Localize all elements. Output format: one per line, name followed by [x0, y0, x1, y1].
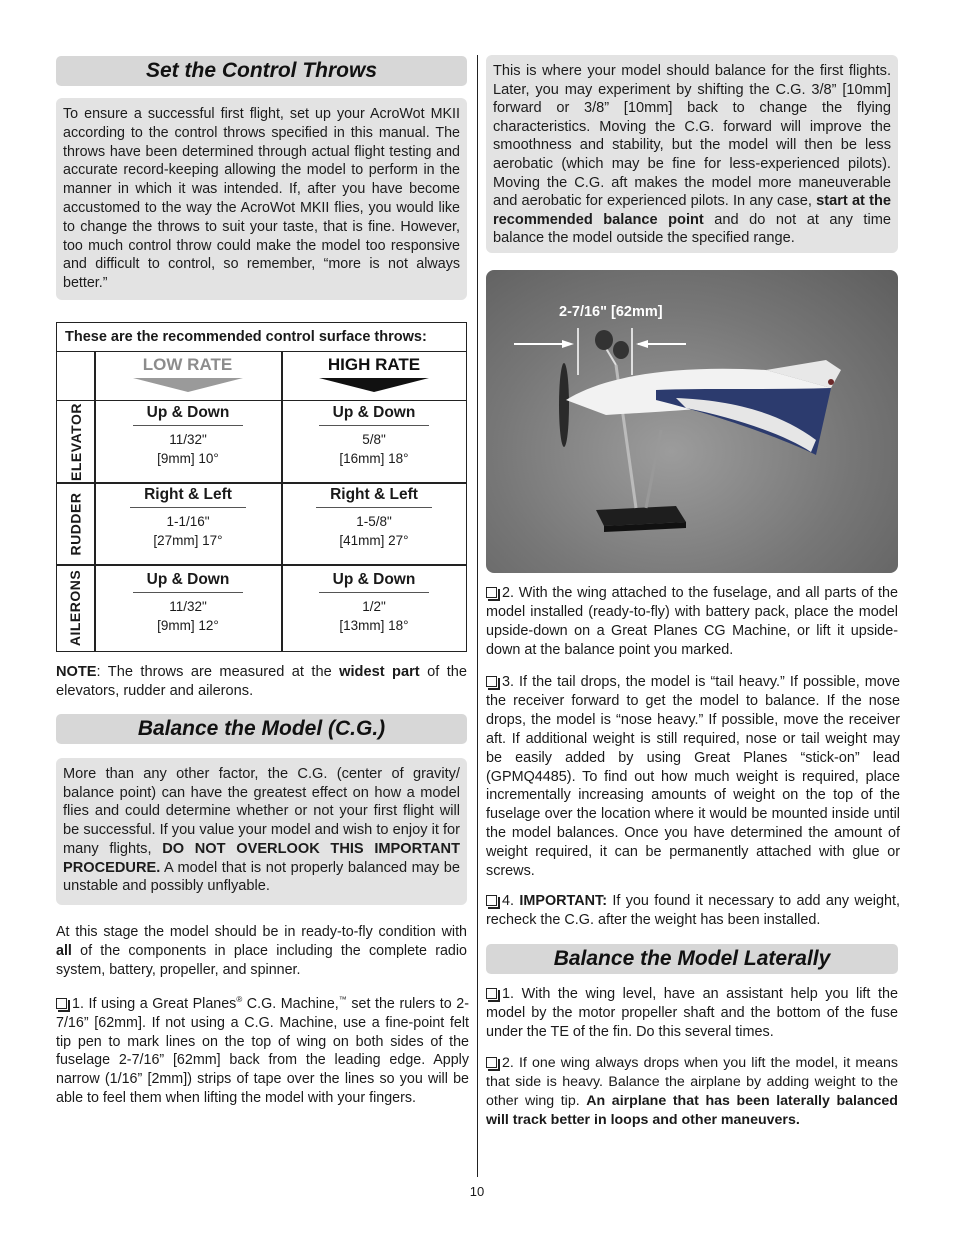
ailerons-high-rate	[282, 568, 466, 635]
low-rate-header	[94, 351, 281, 400]
throw-mm-degrees: [13mm] 18°	[339, 618, 409, 633]
row-label-ailerons: AILERONS	[67, 569, 84, 647]
elevator-low-rate	[95, 401, 281, 468]
cg-dimension-label: 2-7/16" [62mm]	[559, 304, 663, 320]
direction-label: Up & Down	[133, 571, 244, 593]
section-title-balance-cg: Balance the Model (C.G.)	[56, 714, 467, 744]
balance-cg-box: More than any other factor, the C.G. (center of gravity/ balance point) can have the greatest effect on how a model flies and could determine whether or not your first flight will be successful. If you value your model and wish to enjoy it for many flights, DO NOT OVERLOOK THIS IMPORTANT PROCEDURE. A model that is not properly balanced may be unstable and possibly unflyable.	[56, 758, 467, 905]
checkbox-icon[interactable]	[486, 1057, 497, 1068]
control-throws-table	[56, 322, 467, 652]
throw-inches: 11/32"	[169, 599, 207, 614]
section-title-balance-laterally: Balance the Model Laterally	[486, 944, 898, 974]
cg-photo	[486, 270, 898, 573]
airplane-on-cg-machine-icon	[486, 270, 898, 573]
table-caption: These are the recommended control surface throws:	[57, 323, 466, 352]
lateral-step-2: 2. If one wing always drops when you lift the model, it means that side is heavy. Balance the airplane by adding weight to the other wing tip. An airplane that has been laterally balanced will track better in loops and other maneuvers.	[486, 1055, 898, 1128]
page-number: 10	[469, 1184, 485, 1199]
direction-label: Right & Left	[316, 486, 432, 508]
throw-inches: 11/32"	[169, 432, 207, 447]
cg-step-3: 3. If the tail drops, the model is “tail heavy.” If possible, move the receiver forward to get the model to balance. If the nose drops, the model is “nose heavy.” If possible, move the receiver aft. If additional weight is still required, nose or tail weight may be easily added by using Great Planes “stick-on” lead (GPMQ4485). To find out how much weight is required, place incrementally increasing amounts of weight on the top of the fuselage over the location where it would be mounted inside until the model balances. Once you have determined the amount of weight required, it can be permanently attached with glue or screws.	[486, 674, 900, 880]
checkbox-icon[interactable]	[486, 895, 497, 906]
throws-note: NOTE: The throws are measured at the widest part of the elevators, rudder and ailerons.	[56, 664, 467, 699]
elevator-high-rate	[282, 401, 466, 468]
direction-label: Up & Down	[319, 571, 430, 593]
cg-step-2: 2. With the wing attached to the fuselage, and all parts of the model installed (ready-to-fly) with battery pack, place the model upside-down on a Great Planes CG Machine, or lift it upside-down at the balance point you marked.	[486, 585, 898, 658]
checkbox-icon[interactable]	[56, 998, 67, 1009]
throw-mm-degrees: [9mm] 12°	[157, 618, 219, 633]
throw-inches: 1-1/16"	[166, 514, 210, 529]
high-rate-arrow-icon	[319, 378, 429, 392]
checkbox-icon[interactable]	[486, 587, 497, 598]
rudder-high-rate	[282, 483, 466, 550]
throw-mm-degrees: [9mm] 10°	[157, 451, 219, 466]
column-divider	[477, 55, 478, 1177]
direction-label: Up & Down	[133, 404, 244, 426]
row-label-rudder: RUDDER	[67, 492, 84, 555]
table-header-row	[57, 351, 466, 401]
cg-step-4: 4. IMPORTANT: If you found it necessary to add any weight, recheck the C.G. after the weight has been installed.	[486, 893, 900, 928]
ready-to-fly-paragraph: At this stage the model should be in ready-to-fly condition with all of the components in place including the complete radio system, battery, propeller, and spinner.	[56, 924, 467, 978]
throw-mm-degrees: [27mm] 17°	[153, 533, 223, 548]
direction-label: Right & Left	[130, 486, 246, 508]
checkbox-icon[interactable]	[486, 676, 497, 687]
control-throws-intro	[56, 98, 467, 300]
high-rate-header	[282, 351, 466, 400]
lateral-step-1: 1. With the wing level, have an assistant help you lift the model by the motor propeller shaft and the bottom of the fuse under the TE of the fin. Do this several times.	[486, 986, 898, 1040]
high-rate-label: HIGH RATE	[327, 355, 421, 374]
row-label-elevator: ELEVATOR	[67, 402, 84, 481]
direction-label: Up & Down	[319, 404, 430, 426]
section-title-control-throws: Set the Control Throws	[56, 56, 467, 86]
checkbox-icon[interactable]	[486, 988, 497, 999]
low-rate-arrow-icon	[133, 378, 243, 392]
throw-inches: 1/2"	[362, 599, 386, 614]
throw-mm-degrees: [41mm] 27°	[339, 533, 409, 548]
throw-mm-degrees: [16mm] 18°	[339, 451, 409, 466]
cg-range-box: This is where your model should balance for the first flights. Later, you may experiment by shifting the C.G. 3/8” [10mm] forward or 3/8” [10mm] back to change the flying characteristics. Moving the C.G. forward will improve the smoothness and stability, but the model will then be less aerobatic (which may be fine for less-experienced pilots). Moving the C.G. aft makes the model more maneuverable and aerobatic for experienced pilots. In any case, start at the recommended balance point and do not at any time balance the model outside the specified range.	[486, 55, 898, 253]
intro-text: To ensure a successful first flight, set up your AcroWot MKII according to the control throws specified in this manual. The throws have been determined through actual flight testing and accurate record-keeping allowing the model to perform in the manner in which it was intended. If, after you have become accustomed to the way the AcroWot MKII flies, you would like to change the throws to suit your taste, that is fine. However, too much control throw could make the model too responsive and difficult to control, so remember, “more is not always better.”	[63, 106, 460, 292]
low-rate-label: LOW RATE	[142, 355, 233, 374]
throw-inches: 5/8"	[362, 432, 386, 447]
rudder-low-rate	[95, 483, 281, 550]
throw-inches: 1-5/8"	[356, 514, 392, 529]
ailerons-low-rate	[95, 568, 281, 635]
cg-step-1: 1. If using a Great Planes® C.G. Machine,™ set the rulers to 2-7/16” [62mm]. If not using a C.G. Machine, use a fine-point felt tip pen to mark lines on the top of wing on both sides of the fuselage 2-7/16” [62mm] back from the leading edge. Apply narrow (1/16” [2mm]) strips of tape over the lines so you will be able to feel them when lifting the model with your fingers.	[56, 995, 469, 1107]
